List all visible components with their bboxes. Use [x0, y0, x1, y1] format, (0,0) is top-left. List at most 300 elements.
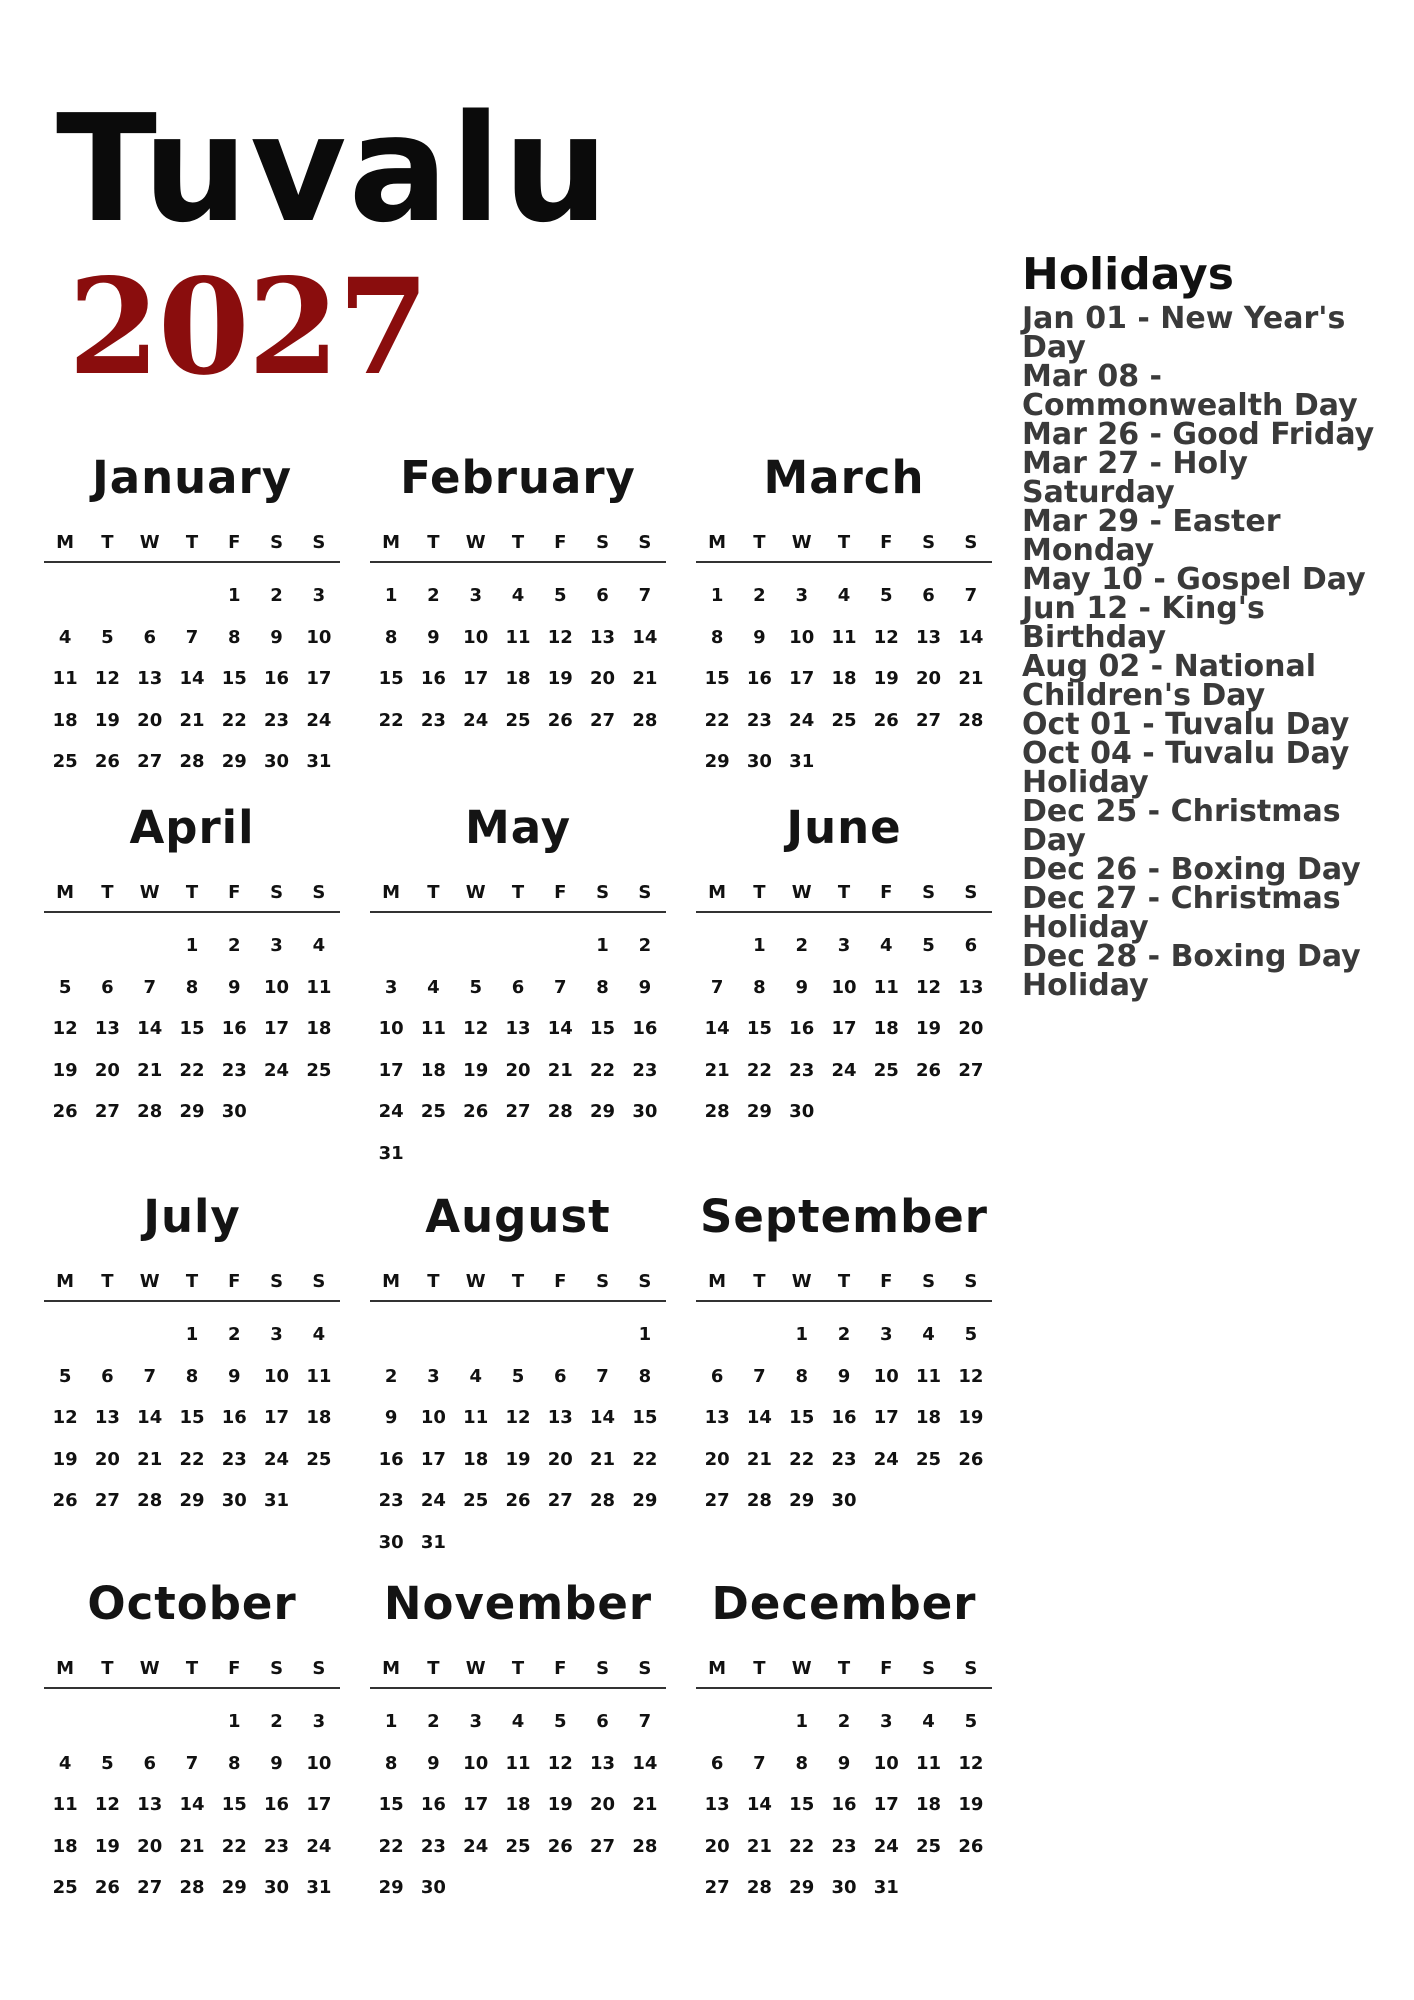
day-cell: 8: [384, 626, 398, 648]
day-cell: 6: [101, 1365, 114, 1387]
holiday-item: Mar 27 - Holy Saturday: [1022, 446, 1248, 511]
weekday-label: S: [922, 1658, 936, 1679]
weekday-label: T: [101, 532, 114, 553]
day-cell: 11: [52, 668, 78, 689]
day-cell: 5: [58, 1365, 72, 1387]
holiday-item: Oct 04 - Tuvalu Day Holiday: [1022, 736, 1350, 801]
day-cell: 5: [511, 1365, 525, 1387]
day-cell: 5: [964, 1711, 978, 1732]
day-cell: 14: [590, 1407, 616, 1428]
day-cell: 15: [221, 1794, 247, 1815]
day-cell: 6: [710, 1752, 724, 1774]
day-cell: 16: [264, 668, 290, 689]
day-cell: 25: [306, 1448, 332, 1470]
weekday-label: M: [708, 1271, 727, 1292]
day-cell: 21: [746, 1835, 772, 1857]
day-cell: 6: [922, 585, 935, 606]
day-grid: [44, 1701, 340, 1909]
day-cell: 20: [704, 1835, 730, 1857]
day-cell: 9: [837, 1365, 851, 1387]
day-cell: 6: [710, 1365, 724, 1387]
day-cell: 18: [831, 668, 857, 689]
day-cell: 25: [463, 1490, 489, 1511]
day-cell: 15: [704, 668, 730, 689]
day-cell: 9: [384, 1407, 398, 1428]
weekday-label: T: [185, 1271, 199, 1292]
day-cell: 3: [270, 1324, 283, 1345]
day-cell: 26: [916, 1059, 942, 1081]
weekday-label: M: [382, 882, 401, 903]
month-january: [44, 448, 340, 783]
day-cell: 31: [264, 1490, 290, 1511]
day-cell: 14: [547, 1018, 573, 1039]
day-cell: 18: [52, 709, 78, 731]
day-cell: 6: [596, 1711, 609, 1732]
day-cell: 21: [547, 1059, 573, 1081]
day-cell: 29: [746, 1101, 772, 1122]
weekday-label: T: [511, 882, 525, 903]
day-cell: 24: [463, 709, 489, 731]
weekday-label: M: [382, 1658, 401, 1679]
day-cell: 8: [185, 1365, 199, 1387]
month-september: [696, 1187, 992, 1522]
day-cell: 10: [873, 1365, 899, 1387]
weekday-header: [370, 1658, 666, 1689]
day-cell: 8: [795, 1365, 808, 1387]
day-cell: 4: [58, 626, 72, 648]
day-grid: [696, 1314, 992, 1522]
weekday-label: W: [139, 1271, 160, 1292]
day-cell: 20: [94, 1448, 120, 1470]
day-cell: 1: [185, 1324, 199, 1345]
day-cell: 2: [228, 935, 241, 956]
weekday-label: T: [753, 532, 766, 553]
day-cell: 12: [916, 976, 942, 998]
day-cell: 29: [590, 1101, 616, 1122]
day-cell: 5: [101, 1752, 114, 1774]
weekday-label: T: [101, 1658, 114, 1679]
month-november: [370, 1574, 666, 1909]
holiday-item: Mar 08 - Commonwealth Day: [1022, 359, 1358, 424]
day-cell: 26: [505, 1490, 531, 1511]
weekday-header: [370, 532, 666, 563]
day-cell: 19: [958, 1407, 984, 1428]
day-cell: 13: [958, 976, 984, 998]
day-cell: 23: [420, 1835, 446, 1857]
day-cell: 7: [554, 976, 567, 998]
day-cell: 27: [137, 1877, 163, 1898]
day-cell: 20: [704, 1448, 730, 1470]
weekday-label: S: [312, 1271, 326, 1292]
day-grid: [44, 925, 340, 1133]
day-cell: 8: [596, 976, 609, 998]
day-cell: 1: [753, 935, 766, 956]
day-cell: 22: [221, 709, 247, 731]
day-cell: 25: [916, 1835, 942, 1857]
day-cell: 22: [179, 1448, 205, 1470]
day-cell: 24: [306, 709, 332, 731]
empty-cell: [171, 1701, 213, 1743]
day-cell: 3: [427, 1365, 440, 1387]
day-cell: 8: [185, 976, 199, 998]
month-name: August: [425, 1190, 611, 1243]
day-cell: 18: [463, 1448, 489, 1470]
day-cell: 9: [837, 1752, 851, 1774]
day-cell: 24: [789, 709, 815, 731]
day-cell: 24: [463, 1835, 489, 1857]
day-cell: 21: [137, 1448, 163, 1470]
day-cell: 22: [590, 1059, 616, 1081]
day-cell: 6: [143, 1752, 156, 1774]
weekday-label: W: [791, 882, 812, 903]
day-cell: 29: [704, 751, 730, 772]
day-cell: 1: [384, 1711, 398, 1732]
day-cell: 21: [632, 668, 658, 689]
weekday-label: S: [312, 1658, 326, 1679]
empty-cell: [539, 1314, 581, 1356]
weekday-header: [696, 1271, 992, 1302]
empty-cell: [86, 1701, 128, 1743]
weekday-label: F: [880, 1658, 893, 1679]
weekday-label: W: [791, 1658, 812, 1679]
day-cell: 18: [873, 1018, 899, 1039]
month-name: April: [129, 801, 255, 854]
month-name: November: [383, 1577, 653, 1630]
day-cell: 25: [505, 1835, 531, 1857]
day-cell: 20: [137, 1835, 163, 1857]
day-grid: [44, 575, 340, 783]
holiday-item: Mar 26 - Good Friday: [1022, 417, 1375, 453]
day-cell: 16: [264, 1794, 290, 1815]
day-cell: 14: [958, 626, 984, 648]
day-cell: 14: [632, 1752, 658, 1774]
day-cell: 27: [505, 1101, 531, 1122]
day-cell: 7: [143, 1365, 156, 1387]
day-cell: 12: [94, 668, 120, 689]
day-cell: 23: [632, 1059, 658, 1081]
day-cell: 30: [221, 1490, 247, 1511]
day-cell: 24: [264, 1059, 290, 1081]
day-cell: 20: [547, 1448, 573, 1470]
weekday-label: T: [427, 532, 440, 553]
day-cell: 26: [94, 1877, 120, 1898]
month-december: [696, 1574, 992, 1909]
holiday-item: Oct 01 - Tuvalu Day: [1022, 707, 1350, 743]
day-cell: 18: [420, 1059, 446, 1081]
day-cell: 9: [228, 1365, 241, 1387]
day-cell: 4: [511, 1711, 525, 1732]
day-cell: 26: [958, 1448, 984, 1470]
year-title: 2027: [68, 250, 428, 405]
day-cell: 3: [880, 1711, 893, 1732]
day-cell: 2: [270, 1711, 283, 1732]
day-cell: 28: [590, 1490, 616, 1511]
month-october: [44, 1574, 340, 1909]
day-cell: 3: [469, 1711, 482, 1732]
day-cell: 27: [704, 1490, 730, 1511]
day-cell: 11: [916, 1752, 942, 1774]
day-cell: 24: [378, 1101, 404, 1122]
weekday-label: T: [511, 1271, 525, 1292]
day-cell: 29: [632, 1490, 658, 1511]
day-cell: 15: [378, 668, 404, 689]
day-cell: 13: [137, 668, 163, 689]
day-cell: 24: [420, 1490, 446, 1511]
day-cell: 8: [710, 626, 724, 648]
weekday-label: W: [139, 532, 160, 553]
day-cell: 4: [58, 1752, 72, 1774]
weekday-label: T: [837, 1658, 851, 1679]
empty-cell: [129, 925, 171, 967]
day-cell: 15: [590, 1018, 616, 1039]
day-cell: 30: [831, 1490, 857, 1511]
day-cell: 17: [463, 668, 489, 689]
weekday-label: T: [753, 1271, 766, 1292]
day-cell: 18: [505, 1794, 531, 1815]
day-grid: [696, 575, 992, 783]
day-cell: 22: [746, 1059, 772, 1081]
holiday-item: Dec 26 - Boxing Day: [1022, 852, 1361, 888]
weekday-label: W: [465, 882, 486, 903]
day-cell: 1: [795, 1711, 808, 1732]
weekday-label: M: [56, 1271, 75, 1292]
day-cell: 10: [831, 976, 857, 998]
month-june: [696, 798, 992, 1133]
weekday-label: S: [312, 882, 326, 903]
weekday-label: M: [56, 532, 75, 553]
day-cell: 6: [101, 976, 114, 998]
empty-cell: [129, 575, 171, 617]
day-cell: 16: [831, 1407, 857, 1428]
day-cell: 1: [185, 935, 199, 956]
month-name: March: [763, 451, 925, 504]
weekday-label: F: [228, 532, 241, 553]
day-cell: 10: [264, 976, 290, 998]
day-cell: 21: [958, 668, 984, 689]
day-cell: 11: [505, 1752, 531, 1774]
day-cell: 4: [922, 1324, 935, 1345]
day-cell: 19: [94, 1835, 120, 1857]
weekday-label: S: [638, 1658, 652, 1679]
day-cell: 2: [837, 1711, 851, 1732]
day-cell: 20: [590, 1794, 616, 1815]
day-cell: 26: [94, 751, 120, 772]
day-cell: 30: [378, 1531, 404, 1553]
day-cell: 5: [58, 976, 72, 998]
day-cell: 2: [753, 585, 766, 606]
day-cell: 29: [378, 1877, 404, 1898]
day-cell: 25: [52, 1877, 78, 1898]
day-cell: 21: [179, 1835, 205, 1857]
day-cell: 1: [710, 585, 724, 606]
weekday-label: T: [753, 1658, 766, 1679]
day-cell: 15: [221, 668, 247, 689]
day-cell: 9: [753, 626, 766, 648]
holidays-panel: [1022, 249, 1392, 1004]
day-cell: 28: [958, 709, 984, 731]
day-cell: 30: [221, 1101, 247, 1122]
day-cell: 2: [427, 1711, 440, 1732]
weekday-label: F: [880, 882, 893, 903]
day-cell: 17: [306, 668, 332, 689]
weekday-label: M: [382, 532, 401, 553]
day-cell: 1: [638, 1324, 652, 1345]
day-cell: 1: [384, 585, 398, 606]
day-cell: 19: [958, 1794, 984, 1815]
day-cell: 1: [228, 585, 241, 606]
day-cell: 30: [789, 1101, 815, 1122]
day-cell: 14: [137, 1018, 163, 1039]
weekday-label: F: [228, 1658, 241, 1679]
weekday-label: S: [964, 1271, 978, 1292]
weekday-header: [696, 532, 992, 563]
day-cell: 23: [264, 709, 290, 731]
weekday-label: T: [837, 1271, 851, 1292]
day-cell: 31: [306, 751, 332, 772]
day-cell: 17: [306, 1794, 332, 1815]
day-cell: 5: [880, 585, 893, 606]
day-cell: 7: [710, 976, 724, 998]
day-cell: 4: [922, 1711, 935, 1732]
weekday-label: T: [753, 882, 766, 903]
month-name: June: [786, 801, 902, 854]
day-cell: 7: [753, 1752, 766, 1774]
day-cell: 17: [378, 1059, 404, 1081]
day-cell: 27: [590, 1835, 616, 1857]
day-cell: 28: [547, 1101, 573, 1122]
weekday-header: [44, 1658, 340, 1689]
day-cell: 20: [505, 1059, 531, 1081]
day-cell: 19: [52, 1448, 78, 1470]
day-cell: 4: [469, 1365, 482, 1387]
day-cell: 20: [916, 668, 942, 689]
day-cell: 18: [52, 1835, 78, 1857]
day-grid: [370, 575, 666, 741]
day-cell: 12: [94, 1794, 120, 1815]
day-cell: 3: [880, 1324, 893, 1345]
holiday-item: May 10 - Gospel Day: [1022, 562, 1366, 598]
empty-cell: [497, 925, 539, 967]
weekday-header: [696, 882, 992, 913]
day-cell: 18: [505, 668, 531, 689]
day-cell: 7: [143, 976, 156, 998]
day-cell: 4: [837, 585, 851, 606]
day-cell: 7: [596, 1365, 609, 1387]
day-cell: 9: [427, 1752, 440, 1774]
day-cell: 2: [837, 1324, 851, 1345]
weekday-label: W: [465, 532, 486, 553]
day-cell: 25: [306, 1059, 332, 1081]
weekday-label: T: [427, 1658, 440, 1679]
day-cell: 3: [312, 1711, 326, 1732]
day-cell: 31: [789, 751, 815, 772]
day-cell: 1: [228, 1711, 241, 1732]
day-cell: 8: [228, 1752, 241, 1774]
day-cell: 12: [52, 1407, 78, 1428]
month-march: [696, 448, 992, 783]
day-cell: 30: [632, 1101, 658, 1122]
weekday-label: F: [880, 532, 893, 553]
day-cell: 16: [420, 1794, 446, 1815]
day-cell: 22: [378, 709, 404, 731]
day-cell: 2: [384, 1365, 398, 1387]
day-cell: 4: [880, 935, 893, 956]
empty-cell: [129, 1314, 171, 1356]
empty-cell: [412, 925, 454, 967]
day-cell: 28: [632, 1835, 658, 1857]
day-cell: 16: [221, 1407, 247, 1428]
day-cell: 31: [378, 1142, 404, 1164]
day-cell: 16: [746, 668, 772, 689]
day-cell: 23: [789, 1059, 815, 1081]
holiday-item: Jan 01 - New Year's Day: [1022, 301, 1346, 366]
day-cell: 18: [306, 1018, 332, 1039]
month-february: [370, 448, 666, 741]
day-cell: 12: [873, 626, 899, 648]
empty-cell: [738, 1314, 780, 1356]
day-cell: 10: [306, 626, 332, 648]
day-cell: 11: [52, 1794, 78, 1815]
day-cell: 28: [632, 709, 658, 731]
day-cell: 31: [873, 1877, 899, 1898]
weekday-label: W: [791, 532, 812, 553]
day-cell: 27: [704, 1877, 730, 1898]
day-cell: 9: [270, 626, 283, 648]
day-cell: 15: [789, 1794, 815, 1815]
weekday-header: [44, 532, 340, 563]
weekday-label: S: [638, 882, 652, 903]
day-cell: 16: [789, 1018, 815, 1039]
day-cell: 6: [554, 1365, 567, 1387]
day-cell: 19: [94, 709, 120, 731]
day-cell: 5: [101, 626, 114, 648]
weekday-label: S: [596, 882, 610, 903]
day-cell: 23: [746, 709, 772, 731]
empty-cell: [455, 925, 497, 967]
day-cell: 6: [511, 976, 525, 998]
day-cell: 9: [638, 976, 652, 998]
day-cell: 28: [179, 1877, 205, 1898]
weekday-label: S: [922, 1271, 936, 1292]
day-cell: 28: [179, 751, 205, 772]
day-cell: 5: [922, 935, 935, 956]
weekday-label: T: [511, 1658, 525, 1679]
day-cell: 3: [837, 935, 851, 956]
day-cell: 7: [638, 1711, 652, 1732]
day-cell: 16: [831, 1794, 857, 1815]
day-cell: 23: [221, 1448, 247, 1470]
day-cell: 24: [873, 1448, 899, 1470]
day-cell: 11: [505, 626, 531, 648]
day-cell: 31: [306, 1877, 332, 1898]
weekday-label: S: [964, 882, 978, 903]
day-cell: 26: [52, 1490, 78, 1511]
holiday-list: [1022, 301, 1392, 1004]
day-cell: 27: [94, 1101, 120, 1122]
month-name: October: [87, 1577, 297, 1630]
day-cell: 22: [179, 1059, 205, 1081]
day-cell: 9: [228, 976, 241, 998]
month-may: [370, 798, 666, 1174]
weekday-label: F: [554, 882, 567, 903]
day-grid: [696, 925, 992, 1133]
day-cell: 4: [312, 935, 326, 956]
day-cell: 16: [221, 1018, 247, 1039]
day-cell: 21: [632, 1794, 658, 1815]
month-april: [44, 798, 340, 1133]
day-grid: [44, 1314, 340, 1522]
month-august: [370, 1187, 666, 1563]
